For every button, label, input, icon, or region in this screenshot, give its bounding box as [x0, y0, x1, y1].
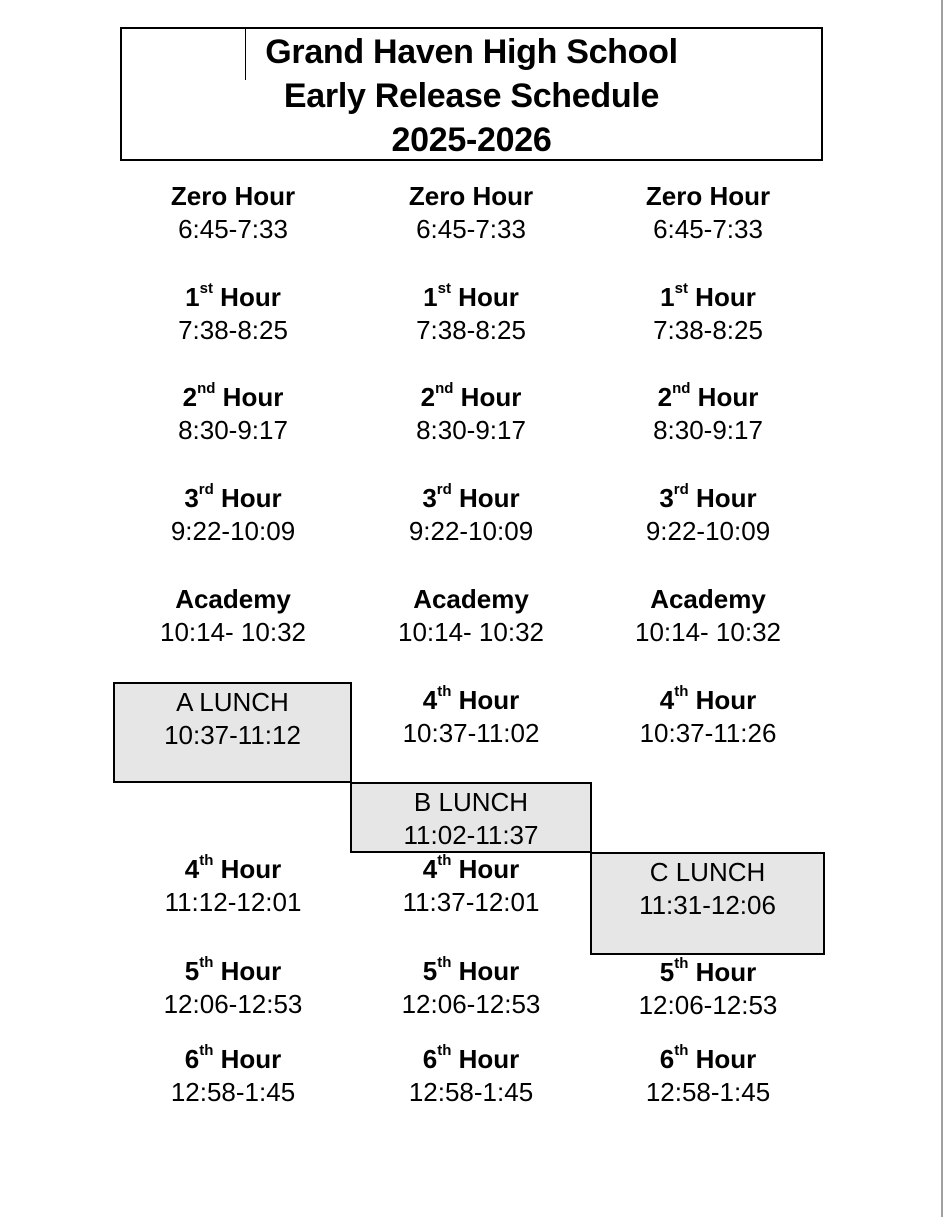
- period-block: [114, 281, 352, 347]
- period-time: 6:45-7:33: [178, 214, 288, 244]
- period-word: Hour: [213, 956, 282, 986]
- period-name: [589, 956, 827, 988]
- period-name: [589, 180, 827, 212]
- period-word: Hour: [453, 382, 522, 412]
- period-number: 4: [422, 854, 438, 884]
- period-time: 10:37-11:02: [402, 718, 540, 748]
- period-word: Hour: [451, 956, 520, 986]
- ordinal-suffix: st: [437, 280, 451, 298]
- period-name: [589, 684, 827, 716]
- period-time: 10:14- 10:32: [397, 617, 544, 647]
- ordinal-suffix: rd: [436, 481, 452, 499]
- period-time: 9:22-10:09: [170, 516, 296, 546]
- period-block: [352, 381, 590, 447]
- period-block: [589, 956, 827, 1022]
- period-word: Hour: [213, 1044, 282, 1074]
- period-number: Zero: [645, 181, 703, 211]
- ordinal-suffix: th: [674, 683, 689, 701]
- period-word: Hour: [688, 957, 757, 987]
- period-word: Hour: [213, 854, 282, 884]
- period-number: 1: [185, 282, 200, 312]
- period-time: 10:37-11:26: [639, 718, 777, 748]
- period-block: [352, 180, 590, 246]
- period-word: Hour: [212, 282, 281, 312]
- period-block: [589, 684, 827, 750]
- period-block: [114, 853, 352, 919]
- period-block: [352, 853, 590, 919]
- period-number: 6: [659, 1044, 675, 1074]
- period-word: Hour: [451, 483, 520, 513]
- b-lunch-box: [350, 782, 592, 853]
- period-name: [352, 381, 590, 413]
- period-name: [589, 482, 827, 514]
- period-block: [589, 583, 827, 649]
- period-word: Hour: [215, 382, 284, 412]
- period-block: [114, 1043, 352, 1109]
- period-name: [589, 583, 827, 615]
- period-block: [352, 1043, 590, 1109]
- period-number: Academy: [175, 584, 291, 614]
- period-time: 11:37-12:01: [402, 887, 540, 917]
- page-edge: [941, 0, 943, 1217]
- period-word: Hour: [688, 685, 757, 715]
- ordinal-suffix: nd: [672, 380, 691, 398]
- period-time: 8:30-9:17: [653, 415, 763, 445]
- school-name: Grand Haven High School: [265, 33, 678, 71]
- period-word: Hour: [451, 685, 520, 715]
- period-block: [589, 180, 827, 246]
- period-name: [589, 281, 827, 313]
- period-name: [352, 583, 590, 615]
- period-number: 6: [184, 1044, 200, 1074]
- period-time: 10:14- 10:32: [634, 617, 781, 647]
- period-name: [352, 281, 590, 313]
- period-time: 12:06-12:53: [163, 989, 303, 1019]
- period-time: 12:06-12:53: [638, 990, 778, 1020]
- period-time: 11:12-12:01: [164, 887, 302, 917]
- period-number: 6: [422, 1044, 438, 1074]
- period-name: [352, 180, 590, 212]
- period-word: Hour: [451, 854, 520, 884]
- period-name: [352, 1043, 590, 1075]
- period-name: [589, 1043, 827, 1075]
- period-number: 3: [184, 483, 199, 513]
- lunch-label: A LUNCH: [176, 687, 289, 717]
- period-name: [114, 180, 352, 212]
- period-time: 7:38-8:25: [416, 315, 526, 345]
- period-word: Hour: [702, 181, 771, 211]
- ordinal-suffix: th: [199, 852, 214, 870]
- period-number: Academy: [650, 584, 766, 614]
- period-time: 10:14- 10:32: [159, 617, 306, 647]
- ordinal-suffix: st: [199, 280, 213, 298]
- lunch-time: 11:31-12:06: [639, 890, 776, 920]
- period-block: [114, 955, 352, 1021]
- period-block: [114, 180, 352, 246]
- period-name: [352, 955, 590, 987]
- ordinal-suffix: th: [437, 852, 452, 870]
- period-number: 4: [422, 685, 438, 715]
- period-name: [114, 482, 352, 514]
- period-word: Hour: [688, 1044, 757, 1074]
- ordinal-suffix: st: [674, 280, 688, 298]
- lunch-time: 11:02-11:37: [403, 820, 539, 850]
- period-number: 1: [423, 282, 438, 312]
- period-block: [352, 482, 590, 548]
- period-word: Hour: [465, 181, 534, 211]
- period-name: [114, 955, 352, 987]
- period-number: 2: [657, 382, 673, 412]
- period-number: Zero: [170, 181, 228, 211]
- period-number: 1: [660, 282, 675, 312]
- period-block: [352, 684, 590, 750]
- period-block: [352, 583, 590, 649]
- period-word: Hour: [687, 282, 756, 312]
- period-time: 9:22-10:09: [645, 516, 771, 546]
- period-number: 5: [659, 957, 675, 987]
- period-word: Hour: [690, 382, 759, 412]
- period-number: 3: [659, 483, 674, 513]
- period-number: 2: [182, 382, 198, 412]
- period-block: [352, 955, 590, 1021]
- period-name: [114, 853, 352, 885]
- period-name: [352, 853, 590, 885]
- ordinal-suffix: th: [437, 954, 452, 972]
- period-time: 12:58-1:45: [408, 1077, 534, 1107]
- period-time: 12:58-1:45: [170, 1077, 296, 1107]
- period-block: [589, 482, 827, 548]
- period-block: [589, 281, 827, 347]
- period-word: Hour: [688, 483, 757, 513]
- ordinal-suffix: th: [199, 1042, 214, 1060]
- period-time: 9:22-10:09: [408, 516, 534, 546]
- ordinal-suffix: th: [199, 954, 214, 972]
- ordinal-suffix: nd: [435, 380, 454, 398]
- period-name: [114, 1043, 352, 1075]
- period-time: 8:30-9:17: [178, 415, 288, 445]
- a-lunch-box: [113, 682, 352, 783]
- period-number: 2: [420, 382, 436, 412]
- period-name: [114, 583, 352, 615]
- schedule-title: Early Release Schedule: [283, 77, 660, 115]
- period-number: 5: [184, 956, 200, 986]
- period-block: [114, 482, 352, 548]
- period-number: 4: [184, 854, 200, 884]
- period-name: [352, 684, 590, 716]
- period-time: 12:06-12:53: [401, 989, 541, 1019]
- period-word: Hour: [227, 181, 296, 211]
- ordinal-suffix: th: [437, 683, 452, 701]
- ordinal-suffix: rd: [673, 481, 689, 499]
- period-block: [589, 1043, 827, 1109]
- period-name: [352, 482, 590, 514]
- period-time: 6:45-7:33: [653, 214, 763, 244]
- period-word: Hour: [213, 483, 282, 513]
- ordinal-suffix: th: [674, 955, 689, 973]
- period-block: [352, 281, 590, 347]
- period-name: [589, 381, 827, 413]
- c-lunch-box: [590, 852, 825, 955]
- period-time: 8:30-9:17: [416, 415, 526, 445]
- lunch-time: 10:37-11:12: [164, 720, 301, 750]
- ordinal-suffix: th: [437, 1042, 452, 1060]
- ordinal-suffix: nd: [197, 380, 216, 398]
- period-number: Zero: [408, 181, 466, 211]
- period-time: 12:58-1:45: [645, 1077, 771, 1107]
- period-time: 7:38-8:25: [653, 315, 763, 345]
- period-number: 5: [422, 956, 438, 986]
- period-number: 3: [422, 483, 437, 513]
- period-word: Hour: [450, 282, 519, 312]
- period-block: [114, 381, 352, 447]
- period-word: Hour: [451, 1044, 520, 1074]
- period-block: [114, 583, 352, 649]
- ordinal-suffix: rd: [198, 481, 214, 499]
- period-block: [589, 381, 827, 447]
- lunch-label: B LUNCH: [413, 787, 529, 817]
- school-year: 2025-2026: [391, 121, 552, 159]
- period-time: 6:45-7:33: [416, 214, 526, 244]
- period-name: [114, 281, 352, 313]
- period-time: 7:38-8:25: [178, 315, 288, 345]
- lunch-label: C LUNCH: [649, 857, 766, 887]
- period-number: Academy: [413, 584, 529, 614]
- ordinal-suffix: th: [674, 1042, 689, 1060]
- period-name: [114, 381, 352, 413]
- period-number: 4: [659, 685, 675, 715]
